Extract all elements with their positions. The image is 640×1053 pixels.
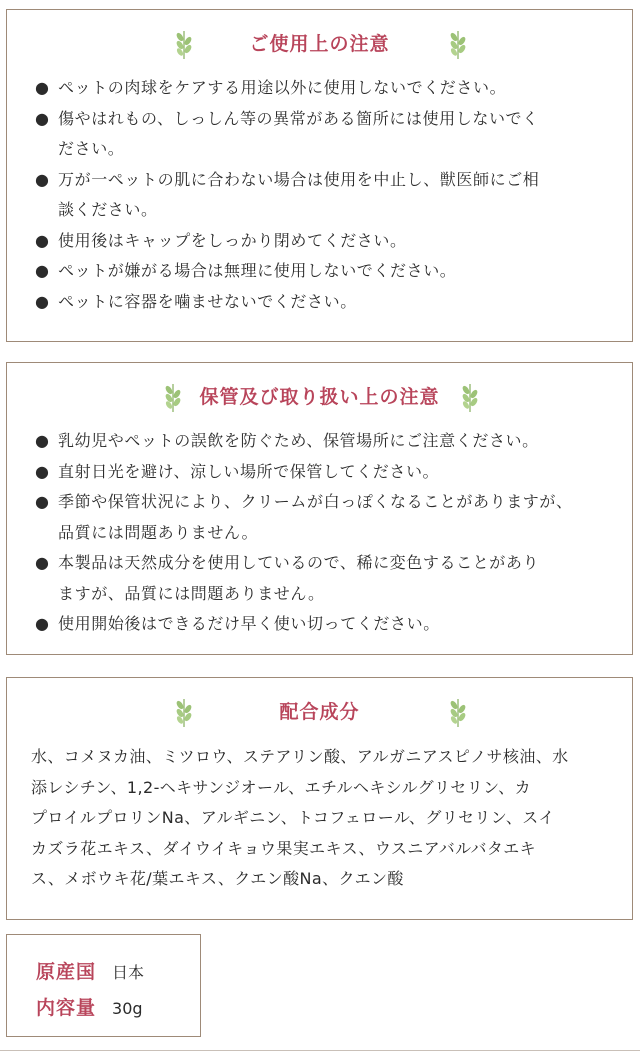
caution-item: ● ペットの肉球をケアする用途以外に使用しないでください。 <box>35 78 507 97</box>
storage-item: ● 直射日光を避け、涼しい場所で保管してください。 <box>35 461 440 481</box>
leaf-left-icon <box>173 698 195 728</box>
caution-item: ● 使用後はキャップをしっかり閉めてください。 <box>35 230 407 250</box>
ingredients-line: カズラ花エキス、ダイウイキョウ果実エキス、ウスニアバルバタエキ <box>31 838 537 858</box>
volume-row <box>36 993 143 1020</box>
leaf-right-icon <box>459 383 481 413</box>
ingredients-section <box>6 677 633 920</box>
storage-list <box>7 426 632 640</box>
storage-title: 保管及び取り扱い上の注意 <box>199 386 440 408</box>
storage-header <box>7 377 632 417</box>
caution-title: ご使用上の注意 <box>249 33 390 55</box>
caution-section <box>6 9 633 342</box>
caution-item: ● ペットに容器を噛ませないでください。 <box>35 291 357 311</box>
storage-item: ● 乳幼児やペットの誤飲を防ぐため、保管場所にご注意ください。 <box>35 431 539 450</box>
storage-section <box>6 362 633 655</box>
ingredients-line: ス、メボウキ花/葉エキス、クエン酸Na、クエン酸 <box>31 869 404 888</box>
ingredients-header <box>7 692 632 732</box>
leaf-right-icon <box>447 698 469 728</box>
caution-item: ● ペットが嫌がる場合は無理に使用しないでください。 <box>35 261 457 280</box>
storage-item: ● 使用開始後はできるだけ早く使い切ってください。 <box>35 614 440 633</box>
origin-row <box>36 957 144 984</box>
leaf-left-icon <box>173 30 195 60</box>
caution-header <box>7 24 632 64</box>
product-info <box>6 934 201 1037</box>
ingredients-line: 水、コメヌカ油、ミツロウ、ステアリン酸、アルガニアスピノサ核油、水 <box>31 747 569 766</box>
ingredients-line: 添レシチン、1,2-ヘキサンジオール、エチルヘキシルグリセリン、カ <box>31 777 532 797</box>
caution-list <box>7 73 632 317</box>
volume-value: 30g <box>112 999 143 1018</box>
storage-item: ● 本製品は天然成分を使用しているので、稀に変色することがあり ますが、品質には問題ありません。 <box>35 553 540 603</box>
bottom-divider <box>0 1050 640 1051</box>
caution-item: ● 万が一ペットの肌に合わない場合は使用を中止し、獣医師にご相 談ください。 <box>35 169 540 219</box>
origin-label: 原産国 <box>36 961 97 983</box>
leaf-right-icon <box>447 30 469 60</box>
ingredients-text <box>7 742 632 895</box>
volume-label: 内容量 <box>36 997 97 1019</box>
leaf-left-icon <box>162 383 184 413</box>
ingredients-line: プロイルプロリンNa、アルギニン、トコフェロール、グリセリン、スイ <box>31 808 555 827</box>
storage-item: ● 季節や保管状況により、クリームが白っぽくなることがありますが、 品質には問題ありません。 <box>35 492 573 542</box>
origin-value: 日本 <box>112 963 145 982</box>
caution-item: ● 傷やはれもの、しっしん等の異常がある箇所には使用しないでく ださい。 <box>35 108 539 158</box>
ingredients-title: 配合成分 <box>279 701 360 723</box>
